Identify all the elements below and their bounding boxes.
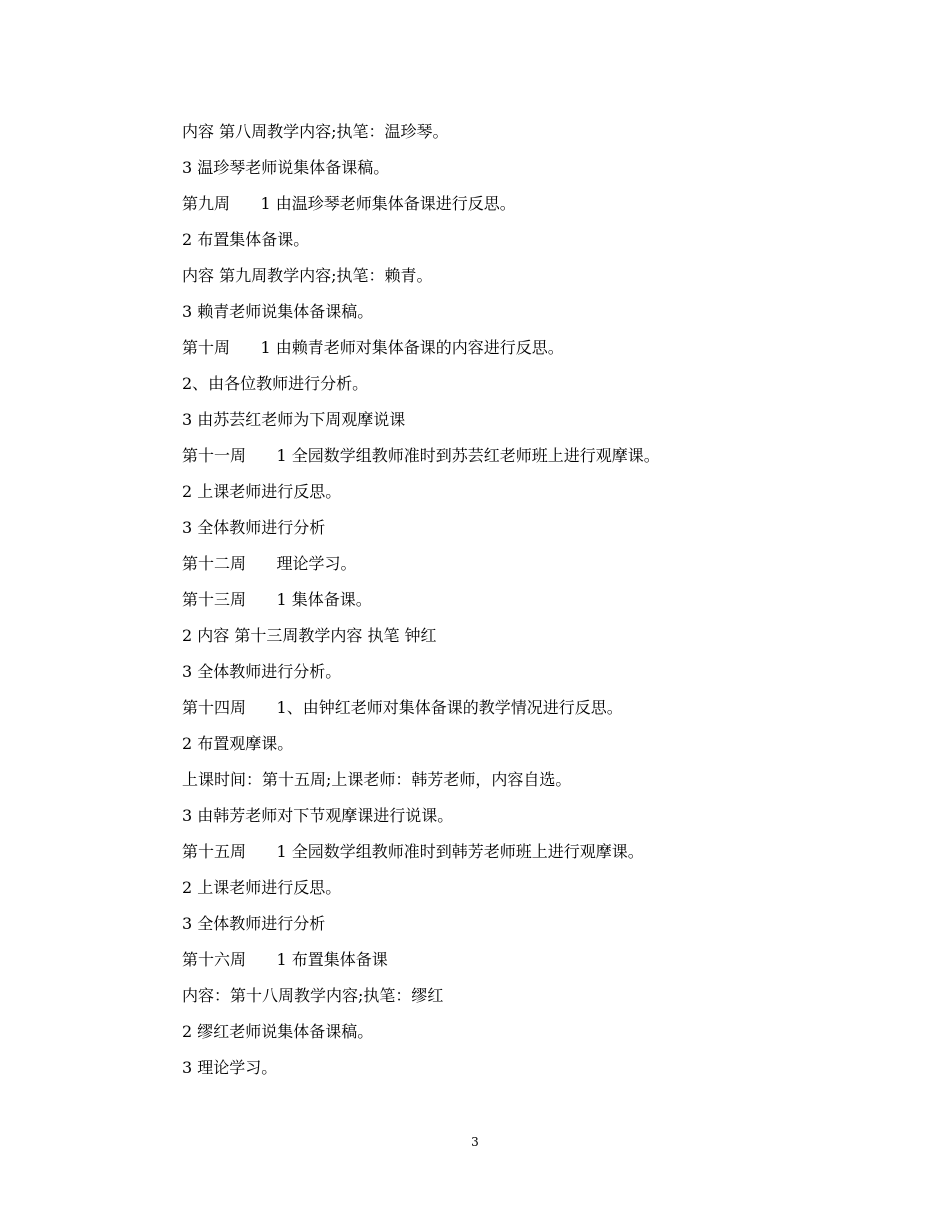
document-body bbox=[182, 114, 822, 1086]
text-line: 3 由韩芳老师对下节观摩课进行说课。 bbox=[182, 806, 454, 825]
page-number: 3 bbox=[471, 1135, 479, 1149]
text-line: 内容：第十八周教学内容;执笔：缪红 bbox=[182, 986, 444, 1005]
text-line: 第九周 1 由温珍琴老师集体备课进行反思。 bbox=[182, 194, 516, 213]
text-line: 2、由各位教师进行分析。 bbox=[182, 374, 369, 393]
text-line: 内容 第九周教学内容;执笔：赖青。 bbox=[182, 266, 433, 285]
text-line: 第十三周 1 集体备课。 bbox=[182, 590, 372, 609]
text-line: 2 内容 第十三周教学内容 执笔 钟红 bbox=[182, 626, 437, 645]
text-line: 3 全体教师进行分析 bbox=[182, 914, 326, 933]
text-line: 3 全体教师进行分析 bbox=[182, 518, 326, 537]
text-line: 第十二周 理论学习。 bbox=[182, 554, 357, 573]
text-line: 第十四周 1、由钟红老师对集体备课的教学情况进行反思。 bbox=[182, 698, 623, 717]
text-line: 3 由苏芸红老师为下周观摩说课 bbox=[182, 410, 406, 429]
text-line: 3 理论学习。 bbox=[182, 1058, 278, 1077]
text-line: 3 温珍琴老师说集体备课稿。 bbox=[182, 158, 390, 177]
text-line: 2 布置观摩课。 bbox=[182, 734, 294, 753]
text-line: 3 全体教师进行分析。 bbox=[182, 662, 342, 681]
text-line: 第十一周 1 全园数学组教师准时到苏芸红老师班上进行观摩课。 bbox=[182, 446, 660, 465]
text-line: 上课时间：第十五周;上课老师：韩芳老师，内容自选。 bbox=[182, 770, 572, 789]
text-line: 2 布置集体备课。 bbox=[182, 230, 310, 249]
text-line: 第十周 1 由赖青老师对集体备课的内容进行反思。 bbox=[182, 338, 564, 357]
text-line: 2 上课老师进行反思。 bbox=[182, 482, 342, 501]
text-line: 2 上课老师进行反思。 bbox=[182, 878, 342, 897]
text-line: 第十五周 1 全园数学组教师准时到韩芳老师班上进行观摩课。 bbox=[182, 842, 644, 861]
text-line: 2 缪红老师说集体备课稿。 bbox=[182, 1022, 374, 1041]
text-line: 第十六周 1 布置集体备课 bbox=[182, 950, 388, 969]
text-line: 内容 第八周教学内容;执笔：温珍琴。 bbox=[182, 122, 449, 141]
text-line: 3 赖青老师说集体备课稿。 bbox=[182, 302, 374, 321]
